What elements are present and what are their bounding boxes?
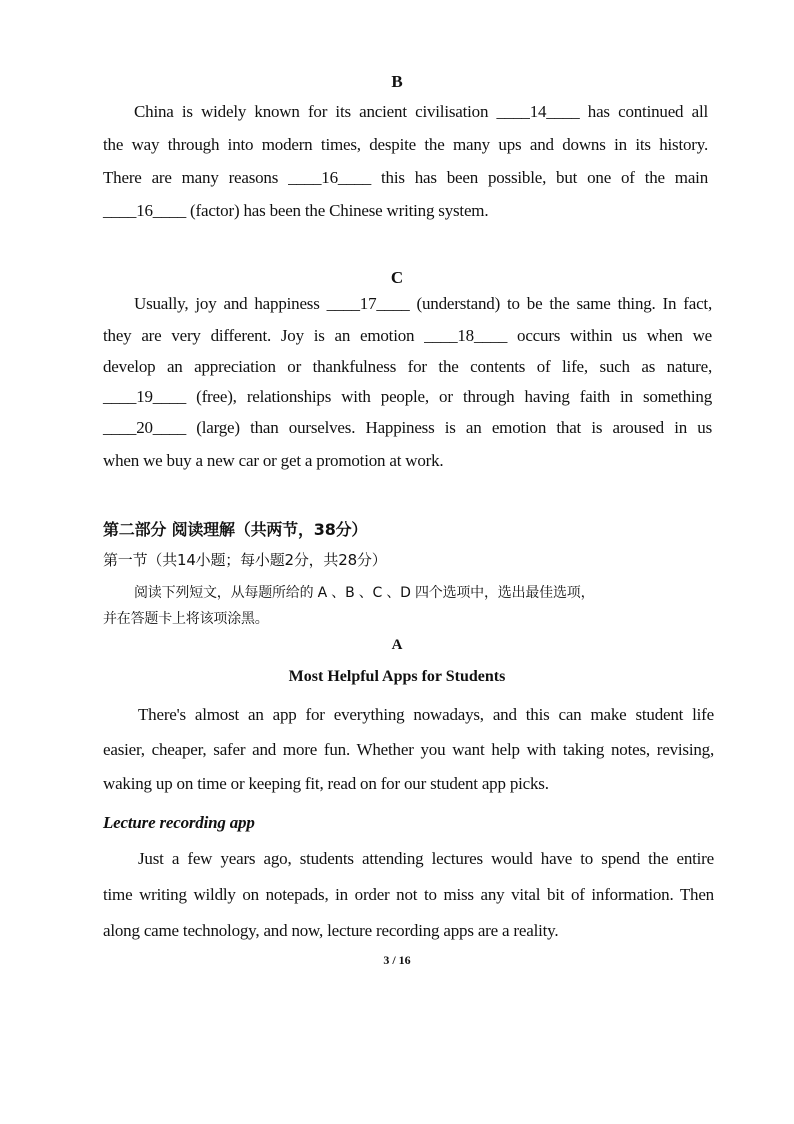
part-two-instruction-2: 并在答题卡上将该项涂黑。 [103,611,269,627]
section-c-heading: C [390,268,404,287]
page-number: 3 / 16 [383,953,411,967]
passage-a-intro-1: There's almost an app for everything nowadays, and this can make student life [138,705,714,724]
lecture-recording-subheading: Lecture recording app [103,813,255,832]
passage-a-intro-2: easier, cheaper, safer and more fun. Whether you want help with taking notes, revising, [103,740,714,759]
section-b-line-3: There are many reasons ____16____ this has been possible, but one of the main [103,168,708,187]
section-b-line-1: China is widely known for its ancient civilisation ____14____ has continued all [134,102,708,121]
section-b-line-2: the way through into modern times, despite the many ups and downs in its history. [103,135,708,154]
section-c-line-6: when we buy a new car or get a promotion at work. [103,451,444,470]
section-c-line-1: Usually, joy and happiness ____17____ (understand) to be the same thing. In fact, [134,294,712,313]
passage-a-body-2: time writing wildly on notepads, in order not to miss any vital bit of information. Then [103,885,714,904]
section-b-heading: B [391,72,403,91]
passage-a-label: A [391,637,403,653]
passage-a-intro-3: waking up on time or keeping fit, read on for our student app picks. [103,774,549,793]
part-two-heading: 第二部分 阅读理解（共两节，38分） [103,520,368,539]
section-c-line-3: develop an appreciation or thankfulness for the contents of life, such as nature, [103,357,712,376]
passage-a-title: Most Helpful Apps for Students [288,668,506,685]
part-two-instruction-1: 阅读下列短文，从每题所给的 A 、B 、C 、D 四个选项中，选出最佳选项， [134,585,595,601]
passage-a-body-1: Just a few years ago, students attending lectures would have to spend the entire [138,849,714,868]
part-two-subheading: 第一节（共14小题；每小题2分，共28分） [103,551,387,569]
section-c-line-4: ____19____ (free), relationships with people, or through having faith in something [103,387,712,406]
section-c-line-5: ____20____ (large) than ourselves. Happiness is an emotion that is aroused in us [103,418,712,437]
passage-a-body-3: along came technology, and now, lecture recording apps are a reality. [103,921,559,940]
section-c-line-2: they are very different. Joy is an emotion ____18____ occurs within us when we [103,326,712,345]
section-b-line-4: ____16____ (factor) has been the Chinese writing system. [103,201,489,220]
